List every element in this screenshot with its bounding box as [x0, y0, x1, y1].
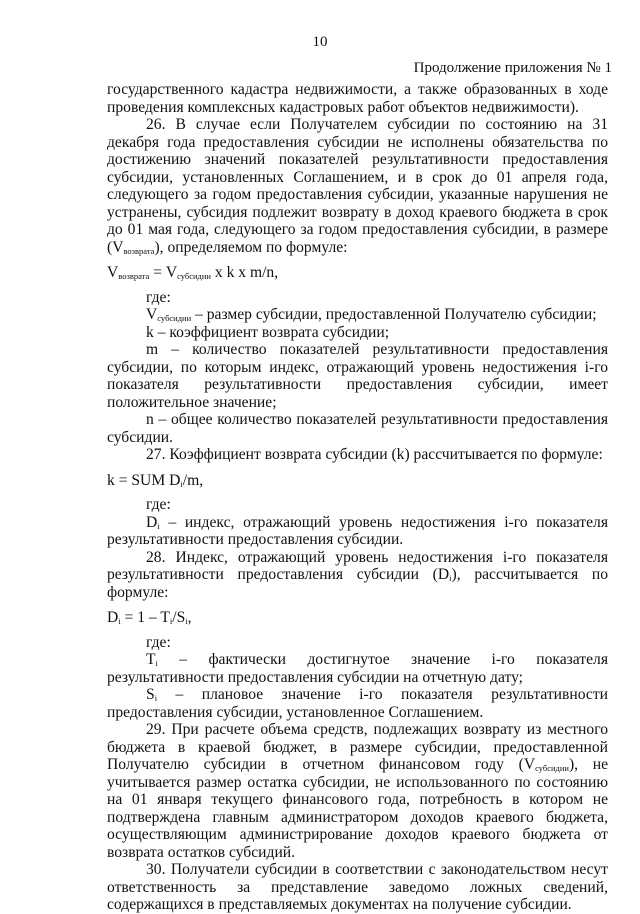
continuation-label: Продолжение приложения № 1 — [413, 60, 612, 76]
definition-v: $V_{субсидии}$ – размер субсидии, предоставленной Получателю субсидии; — [146, 306, 597, 323]
definition-s: $S_i$ – плановое значение i-го показателя результативности предоставления субсидии, установленное Соглашением. — [107, 686, 608, 721]
definition-m: m – количество показателей результативности предоставления субсидии, по которым индекс, отражающий уровень недостижения i-го показателя результативности предоставления субсидии, имеет положительное значение; — [107, 341, 608, 411]
document-body — [107, 81, 608, 914]
paragraph-27: 27. Коэффициент возврата субсидии (k) рассчитывается по формуле: — [146, 446, 603, 463]
paragraph-28: 28. Индекс, отражающий уровень недостижения i-го показателя результативности предоставления субсидии $(D_i)$, рассчитывается по формуле: — [107, 548, 609, 601]
paragraph-29: 29. При расчете объема средств, подлежащих возврату из местного бюджета в краевой бюджет, в размере субсидии, предоставленной Получателю субсидии в отчетном финансовом году $(V_{субсидии})$, не учитывается размер остатка субсидии, не использованного по состоянию на 01 января текущего финансового года, потребность в котором не подтверждена главным администратором доходов краевого бюджета, осуществляющим администрирование доходов краевого бюджета от возврата остатков субсидий. — [107, 721, 608, 861]
definition-t: $T_i$ – фактически достигнутое значение i-го показателя результативности предоставления субсидии на отчетную дату; — [107, 651, 608, 686]
page-number: 10 — [312, 34, 328, 50]
formula-v-return: $V_{возврата} = V_{субсидии}$ x k x m/n, — [107, 264, 279, 281]
where-label-1: где: — [146, 288, 171, 306]
paragraph-top: государственного кадастра недвижимости, а также образованных в ходе проведения комплексных кадастровых работ объектов недвижимости). — [107, 81, 608, 116]
definition-n: n – общее количество показателей результативности предоставления субсидии. — [107, 411, 608, 446]
definition-d: $D_i$ – индекс, отражающий уровень недостижения i-го показателя результативности предоставления субсидии. — [107, 513, 608, 548]
where-label-2: где: — [146, 496, 171, 513]
paragraph-30: 30. Получатели субсидии в соответствии с законодательством несут ответственность за представление заведомо ложных сведений, содержащихся в представляемых документах на получение субсидии. — [107, 861, 608, 913]
formula-d: $D_i = 1 - T_i/S_i$, — [107, 609, 192, 626]
formula-k: k = SUM $D_i/m$, — [107, 471, 204, 489]
definition-k: k – коэффициент возврата субсидии; — [146, 323, 390, 341]
paragraph-26: 26. В случае если Получателем субсидии по состоянию на 31 декабря года предоставления субсидии не исполнены обязательства по достижению значений показателей результативности предоставления субсидии, установленных Соглашением, и в срок до 01 апреля года, следующего за годом предоставления субсидии, указанные нарушения не устранены, субсидия подлежит возврату в доход краевого бюджета в срок до 01 мая года, следующего за годом предоставления субсидии, в размере $(V_{возврата})$, определяемом по формуле: — [107, 116, 608, 256]
where-label-3: где: — [146, 633, 171, 651]
